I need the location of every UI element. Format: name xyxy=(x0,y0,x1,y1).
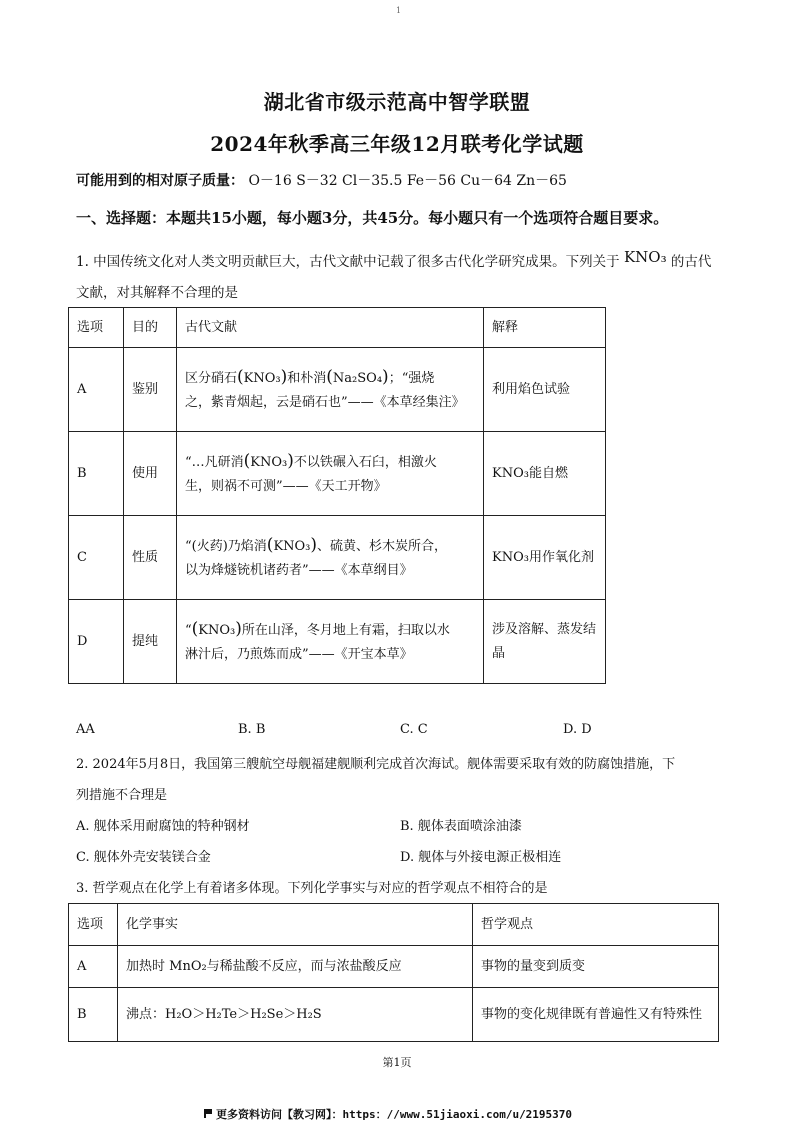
q1-table xyxy=(68,307,606,684)
doc-text: 区分硝石 xyxy=(185,370,238,386)
q1-row-b-doc-line1 xyxy=(185,449,475,475)
q1-row-a-explanation: 利用焰色试验 xyxy=(484,348,606,432)
q1-choice-a[interactable]: AA xyxy=(76,722,95,737)
q3-row-a-option: A xyxy=(69,946,118,988)
q1-row-c-explanation: KNO₃用作氧化剂 xyxy=(484,516,606,600)
q1-table-header-row xyxy=(69,308,606,348)
doc-text: “(火药)乃焰消 xyxy=(185,538,267,554)
q1-header-purpose: 目的 xyxy=(124,308,177,348)
q1-row-c-purpose: 性质 xyxy=(124,516,177,600)
doc-text: ；“强烧 xyxy=(388,370,435,386)
doc-text: “ xyxy=(185,622,192,638)
table-row xyxy=(69,600,606,684)
q1-row-b-explanation: KNO₃能自燃 xyxy=(484,432,606,516)
exam-title-line2: 2024年秋季高三年级12月联考化学试题 xyxy=(210,132,584,156)
q3-row-b-fact: 沸点：H₂O＞H₂Te＞H₂Se＞H₂S xyxy=(118,988,473,1042)
q3-header-fact: 化学事实 xyxy=(118,904,473,946)
doc-chem: KNO₃ xyxy=(243,370,281,386)
paren-close: ) xyxy=(287,450,294,471)
q1-stem-line2: 文献，对其解释不合理的是 xyxy=(76,285,238,301)
q1-row-b-doc-line2: 生，则祸不可测”——《天工开物》 xyxy=(185,478,387,494)
q1-row-a-doc-line2: 之，紫青烟起，云是硝石也”——《本草经集注》 xyxy=(185,394,465,410)
q1-row-b-purpose: 使用 xyxy=(124,432,177,516)
q1-row-d-purpose: 提纯 xyxy=(124,600,177,684)
q3-row-a-fact: 加热时 MnO₂与稀盐酸不反应，而与浓盐酸反应 xyxy=(118,946,473,988)
q3-table xyxy=(68,903,719,1042)
q1-row-c-doc-line2: 以为烽燧铳机诸药者”——《本草纲目》 xyxy=(185,562,413,578)
q3-row-a-view: 事物的量变到质变 xyxy=(473,946,719,988)
table-row xyxy=(69,516,606,600)
q1-stem-chem: KNO₃ xyxy=(623,248,667,266)
q2-stem-line1: 2. 2024年5月8日，我国第三艘航空母舰福建舰顺利完成首次海试。舰体需要采取有效的防腐蚀措施，下 xyxy=(76,757,676,772)
q1-row-b-option: B xyxy=(69,432,124,516)
q1-row-c-document xyxy=(177,516,484,600)
paren-open: ( xyxy=(243,450,251,471)
paren-open: ( xyxy=(191,618,199,639)
table-row xyxy=(69,946,719,988)
exam-title-line1: 湖北省市级示范高中智学联盟 xyxy=(263,90,531,114)
doc-chem: Na₂SO₄ xyxy=(332,370,383,386)
doc-text: “…凡研消 xyxy=(185,454,244,470)
q1-stem-b: 的古代 xyxy=(670,254,712,270)
paren-close: ) xyxy=(382,366,389,387)
q1-choice-b[interactable]: B. B xyxy=(238,722,266,737)
doc-text: 所在山泽，冬月地上有霜，扫取以水 xyxy=(241,622,450,638)
header-mark: 1 xyxy=(396,6,402,15)
q1-row-d-doc-line1 xyxy=(185,617,475,643)
doc-text: 、硫黄、杉木炭所合， xyxy=(317,538,448,554)
footer-link-text[interactable]: 更多资料访问【教习网】：https：//www.51jiaoxi.com/u/2195370 xyxy=(216,1108,573,1121)
q1-row-d-explanation: 涉及溶解、蒸发结晶 xyxy=(484,600,606,684)
doc-chem: KNO₃ xyxy=(250,454,288,470)
q1-row-a-doc-line1 xyxy=(185,365,475,391)
q1-row-a-document xyxy=(177,348,484,432)
q1-choice-c[interactable]: C. C xyxy=(400,722,428,737)
q1-header-explanation: 解释 xyxy=(484,308,606,348)
footer-link[interactable] xyxy=(204,1106,572,1122)
q3-stem: 3. 哲学观点在化学上有着诸多体现。下列化学事实与对应的哲学观点不相符合的是 xyxy=(76,881,548,896)
q3-header-option: 选项 xyxy=(69,904,118,946)
page-number: 第1页 xyxy=(382,1056,412,1069)
doc-text: 和朴消 xyxy=(287,370,327,386)
q1-row-d-doc-line2: 淋汁后，乃煎炼而成”——《开宝本草》 xyxy=(185,646,413,662)
section-heading: 一、选择题：本题共15小题，每小题3分，共45分。每小题只有一个选项符合题目要求。 xyxy=(76,209,669,227)
paren-close: ) xyxy=(310,534,318,555)
table-row xyxy=(69,432,606,516)
q2-stem-line2: 列措施不合理是 xyxy=(76,788,168,803)
q1-stem-line1 xyxy=(76,250,711,270)
q1-header-document: 古代文献 xyxy=(177,308,484,348)
paren-close: ) xyxy=(280,366,288,387)
q3-row-b-option: B xyxy=(69,988,118,1042)
atomic-mass-values: O－16 S－32 Cl－35.5 Fe－56 Cu－64 Zn－65 xyxy=(248,173,567,189)
q1-row-a-option: A xyxy=(69,348,124,432)
q2-choice-a[interactable]: A. 舰体采用耐腐蚀的特种钢材 xyxy=(76,819,250,834)
paren-open: ( xyxy=(237,366,244,387)
table-row xyxy=(69,988,719,1042)
doc-text: 不以铁碾入石臼，相激火 xyxy=(293,454,437,470)
q1-header-option: 选项 xyxy=(69,308,124,348)
doc-chem: KNO₃ xyxy=(273,538,311,554)
doc-chem: KNO₃ xyxy=(198,622,236,638)
q3-table-header-row xyxy=(69,904,719,946)
q1-row-a-purpose: 鉴别 xyxy=(124,348,177,432)
q1-stem-a: 1. 中国传统文化对人类文明贡献巨大，古代文献中记载了很多古代化学研究成果。下列关于 xyxy=(76,254,620,270)
q1-row-c-option: C xyxy=(69,516,124,600)
q1-row-b-document xyxy=(177,432,484,516)
paren-open: ( xyxy=(266,534,274,555)
q1-row-c-doc-line1 xyxy=(185,533,475,559)
q2-choice-c[interactable]: C. 舰体外壳安装镁合金 xyxy=(76,850,211,865)
paren-open: ( xyxy=(326,366,333,387)
atomic-mass-line xyxy=(76,170,567,190)
q2-choice-d[interactable]: D. 舰体与外接电源正极相连 xyxy=(400,850,562,865)
q2-choice-b[interactable]: B. 舰体表面喷涂油漆 xyxy=(400,819,522,834)
q3-row-b-view: 事物的变化规律既有普遍性又有特殊性 xyxy=(473,988,719,1042)
q3-header-view: 哲学观点 xyxy=(473,904,719,946)
q1-row-d-option: D xyxy=(69,600,124,684)
table-row xyxy=(69,348,606,432)
paren-close: ) xyxy=(235,618,242,639)
flag-icon xyxy=(204,1109,212,1118)
atomic-mass-label: 可能用到的相对原子质量： xyxy=(76,173,244,189)
q1-choice-d[interactable]: D. D xyxy=(563,722,592,737)
q1-row-d-document xyxy=(177,600,484,684)
